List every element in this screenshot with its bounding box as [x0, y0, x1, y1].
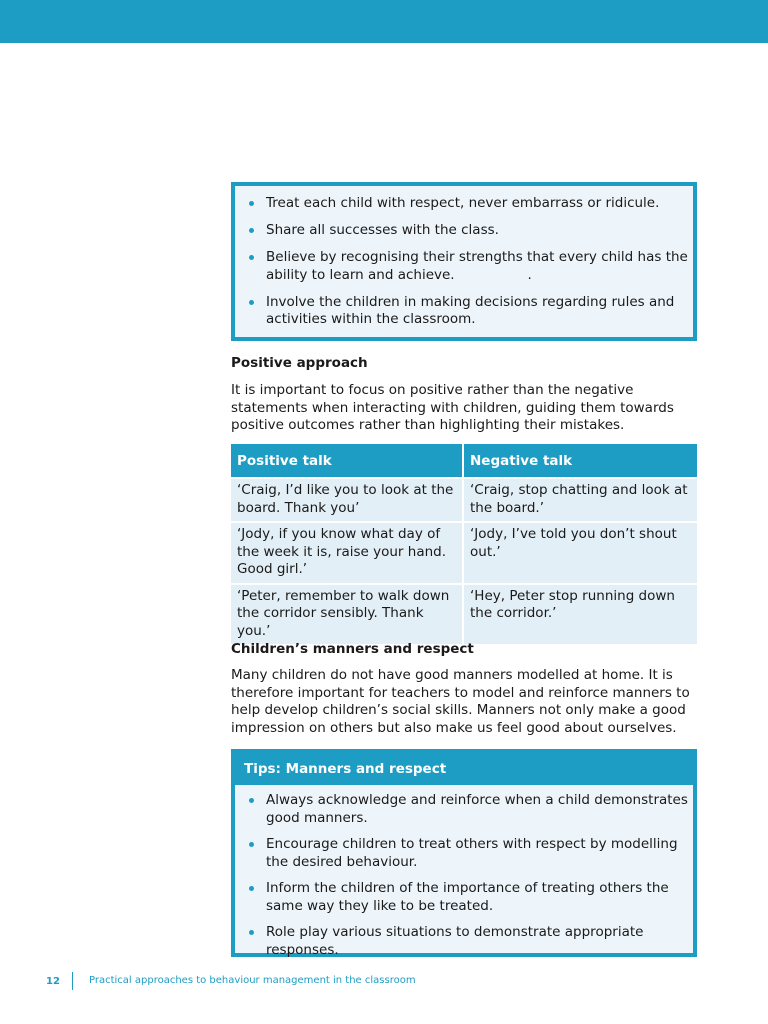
list-item — [235, 294, 693, 329]
header-bar — [0, 0, 768, 43]
manners-heading: Children’s manners and respect — [231, 641, 474, 657]
tips-box — [231, 749, 697, 957]
table-cell: ‘Hey, Peter stop running down the corridor.’ — [463, 584, 697, 645]
table-row — [231, 522, 697, 584]
bullet-icon — [249, 300, 254, 305]
list-item — [235, 195, 693, 213]
list-item-text: Encourage children to treat others with respect by modelling the desired behaviour. — [266, 836, 678, 870]
list-item — [235, 222, 693, 240]
bullet-icon — [249, 886, 254, 891]
positive-approach-heading: Positive approach — [231, 355, 368, 371]
list-item — [235, 249, 693, 284]
positive-approach-paragraph: It is important to focus on positive rather than the negative statements when interacting with children, guiding them towards positive outcomes rather than highlighting their mistakes. — [231, 382, 674, 433]
intro-bullet-list — [235, 186, 693, 329]
column-header-positive: Positive talk — [231, 444, 463, 478]
table-cell: ‘Jody, I’ve told you don’t shout out.’ — [463, 522, 697, 584]
bullet-icon — [249, 798, 254, 803]
table-row — [231, 478, 697, 522]
intro-bullet-box — [231, 182, 697, 341]
list-item — [235, 836, 693, 871]
list-item-text: Share all successes with the class. — [266, 222, 499, 238]
tips-title: Tips: Manners and respect — [235, 753, 693, 785]
footer-title: Practical approaches to behaviour management in the classroom — [89, 975, 416, 986]
list-item — [235, 792, 693, 827]
tips-bullet-list — [235, 785, 693, 959]
list-item-text: Believe by recognising their strengths that every child has the ability to learn and achieve. . — [266, 249, 693, 283]
column-header-negative: Negative talk — [463, 444, 697, 478]
list-item — [235, 924, 693, 959]
list-item-text: Inform the children of the importance of treating others the same way they like to be treated. — [266, 880, 669, 914]
page-number: 12 — [46, 976, 60, 987]
list-item-text: Role play various situations to demonstrate appropriate responses. — [266, 924, 644, 958]
list-item-text: Involve the children in making decisions regarding rules and activities within the classroom. — [266, 293, 675, 327]
bullet-icon — [249, 842, 254, 847]
table-header-row — [231, 444, 697, 478]
manners-paragraph: Many children do not have good manners modelled at home. It is therefore important for teachers to model and reinforce manners to help develop children’s social skills. Manners not only make a good impression on others but also make us feel good about ourselves. — [231, 667, 690, 736]
list-item — [235, 880, 693, 915]
list-item-text: Always acknowledge and reinforce when a child demonstrates good manners. — [266, 792, 688, 826]
bullet-icon — [249, 255, 254, 260]
list-item-text: Treat each child with respect, never embarrass or ridicule. — [266, 195, 660, 211]
table-cell: ‘Craig, I’d like you to look at the board. Thank you’ — [231, 478, 463, 522]
page-footer — [0, 972, 768, 992]
bullet-icon — [249, 201, 254, 206]
talk-table — [231, 444, 697, 644]
footer-divider — [72, 972, 73, 990]
bullet-icon — [249, 930, 254, 935]
bullet-icon — [249, 228, 254, 233]
table-cell: ‘Craig, stop chatting and look at the board.’ — [463, 478, 697, 522]
table-cell: ‘Jody, if you know what day of the week it is, raise your hand. Good girl.’ — [231, 522, 463, 584]
table-cell: ‘Peter, remember to walk down the corridor sensibly. Thank you.’ — [231, 584, 463, 645]
table-row — [231, 584, 697, 645]
